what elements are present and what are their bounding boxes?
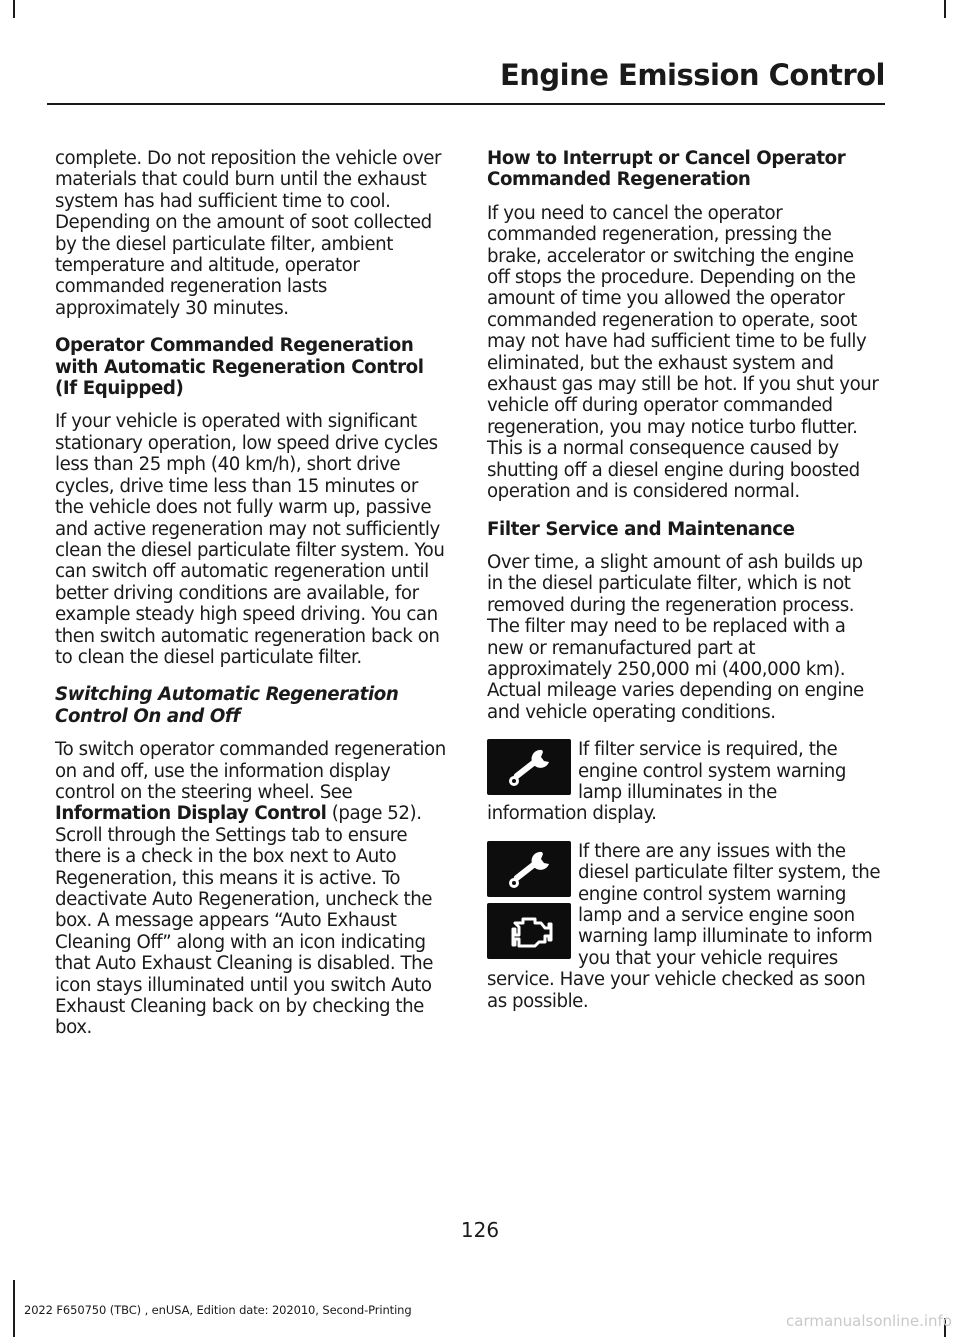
header-divider bbox=[47, 103, 885, 105]
cancel-regeneration-paragraph: If you need to cancel the operator commanded regeneration, pressing the brake, accelerator or switching the engine off stops the procedure. Depending on the amount of time you allowed the operator commanded regeneration to operate, soot may not have had sufficient time to be fully eliminated, but the exhaust system and exhaust gas may still be hot. If you shut your vehicle off during operator commanded regeneration, you may notice turbo flutter. This is a normal consequence caused by shutting off a diesel engine during boosted operation and is considered normal. bbox=[487, 202, 879, 503]
auto-regeneration-paragraph: If your vehicle is operated with significant stationary operation, low speed drive cycles less than 25 mph (40 km/h), short drive cycles, drive time less than 15 minutes or the vehicle does not fully warm up, passive and active regeneration may not sufficiently clean the diesel particulate filter system. You can switch off automatic regeneration until better driving conditions are available, for example steady high speed driving. You can then switch automatic regeneration back on to clean the diesel particulate filter. bbox=[55, 411, 445, 668]
issues-lamp-paragraph: If there are any issues with the diesel particulate filter system, the engine control system warning lamp and a service engine soon warning lamp illuminate to inform you that your vehicle requires service. Have your vehicle checked as soon as possible. bbox=[487, 840, 881, 1012]
crop-mark bbox=[13, 0, 15, 18]
wrench-lamp-block bbox=[487, 739, 881, 825]
filter-service-heading: Filter Service and Maintenance bbox=[487, 518, 795, 540]
filter-service-paragraph: Over time, a slight amount of ash builds up in the diesel particulate filter, which is not removed during the regeneration process. The filter may need to be replaced with a new or remanufactured part at approximately 250,000 mi (400,000 km). Actual mileage varies depending on engine and vehicle operating conditions. bbox=[487, 551, 864, 723]
edition-footer: 2022 F650750 (TBC) , enUSA, Edition date: 202010, Second-Printing bbox=[24, 1303, 412, 1317]
switching-control-paragraph bbox=[55, 739, 451, 1039]
wrench-lamp-paragraph: If filter service is required, the engine control system warning lamp illuminates in the information display. bbox=[487, 739, 846, 825]
cancel-regeneration-heading: How to Interrupt or Cancel Operator Commanded Regeneration bbox=[487, 148, 846, 191]
switching-control-heading: Switching Automatic Regeneration Control On and Off bbox=[55, 684, 399, 727]
information-display-control-link[interactable]: Information Display Control bbox=[55, 803, 327, 825]
issues-lamp-block bbox=[487, 841, 881, 1012]
switching-text-b: (page 52). Scroll through the Settings tab to ensure there is a check in the box next to Auto Regeneration, this means it is active. To deactivate Auto Regeneration, uncheck the box. A message appears “Auto Exhaust Cleaning Off” along with an icon indicating that Auto Exhaust Cleaning is disabled. The icon stays illuminated until you switch Auto Exhaust Cleaning back on by checking the box. bbox=[55, 803, 433, 1039]
crop-mark bbox=[13, 1280, 15, 1337]
wrench-icon bbox=[487, 739, 571, 795]
auto-regeneration-heading: Operator Commanded Regeneration with Automatic Regeneration Control (If Equipped) bbox=[55, 335, 424, 400]
switching-text-a: To switch operator commanded regeneration on and off, use the information display control on the steering wheel. See bbox=[55, 739, 446, 803]
check-engine-icon bbox=[487, 903, 571, 959]
intro-paragraph: complete. Do not reposition the vehicle over materials that could burn until the exhaust system has had sufficient time to cool. Depending on the amount of soot collected by the diesel particulate filter, ambient temperature and altitude, operator commanded regeneration lasts approximately 30 minutes. bbox=[55, 148, 442, 319]
watermark: carmanualsonline.info bbox=[786, 1312, 952, 1330]
crop-mark bbox=[944, 0, 946, 18]
page-title: Engine Emission Control bbox=[499, 58, 885, 92]
wrench-icon bbox=[487, 841, 571, 897]
left-column bbox=[55, 148, 451, 1055]
right-column bbox=[487, 148, 881, 1028]
page-number: 126 bbox=[460, 1218, 500, 1242]
